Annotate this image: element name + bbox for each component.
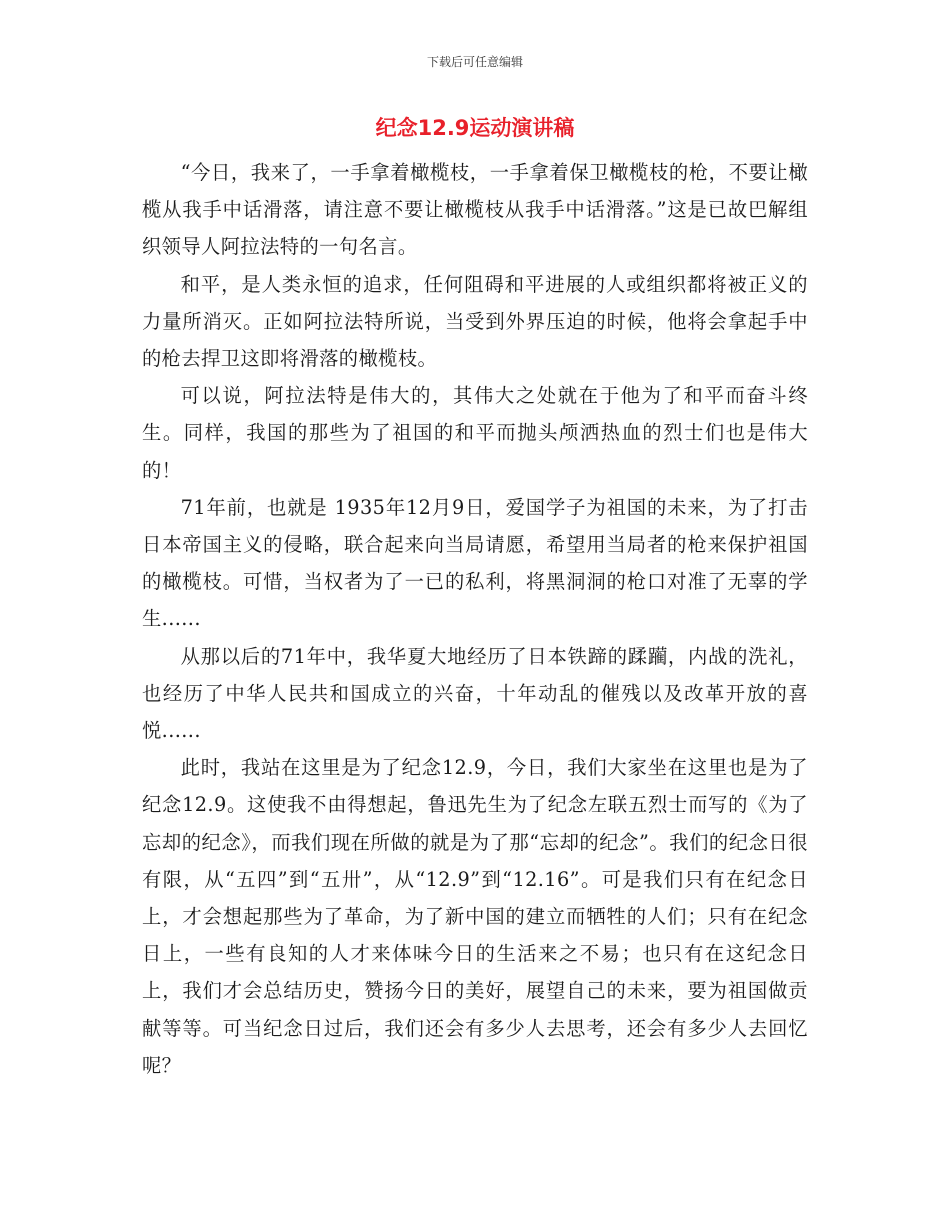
paragraph: 可以说，阿拉法特是伟大的，其伟大之处就在于他为了和平而奋斗终生。同样，我国的那些为了祖国的和平而抛头颅洒热血的烈士们也是伟大的！ xyxy=(142,384,808,482)
document-title: 纪念12.9运动演讲稿 xyxy=(375,116,575,140)
paragraph: “今日，我来了，一手拿着橄榄枝，一手拿着保卫橄榄枝的枪，不要让橄榄从我手中话滑落，请注意不要让橄榄枝从我手中话滑落。”这是已故巴解组织领导人阿拉法特的一句名言。 xyxy=(142,161,808,259)
paragraph: 从那以后的71年中，我华夏大地经历了日本铁蹄的蹂躏，内战的洗礼，也经历了中华人民共和国成立的兴奋，十年动乱的催残以及改革开放的喜悦...... xyxy=(142,644,808,743)
header-note: 下载后可任意编辑 xyxy=(426,55,523,69)
paragraph: 此时，我站在这里是为了纪念12.9，今日，我们大家坐在这里也是为了纪念12.9。这使我不由得想起，鲁迅先生为了纪念左联五烈士而写的《为了忘却的纪念》，而我们现在所做的就是为了那“忘却的纪念”。我们的纪念日很有限，从“五四”到“五卅”，从“12.9”到“12.16”。可是我们只有在纪念日上，才会想起那些为了革命，为了新中国的建立而牺牲的人们；只有在纪念日上，一些有良知的人才来体味今日的生活来之不易；也只有在这纪念日上，我们才会总结历史，赞扬今日的美好，展望自己的未来，要为祖国做贡献等等。可当纪念日过后，我们还会有多少人去思考，还会有多少人去回忆呢？ xyxy=(142,756,808,1077)
document-body xyxy=(142,154,808,1084)
paragraph: 和平，是人类永恒的追求，任何阻碍和平进展的人或组织都将被正义的力量所消灭。正如阿拉法特所说，当受到外界压迫的时候，他将会拿起手中的枪去捍卫这即将滑落的橄榄枝。 xyxy=(142,272,808,371)
paragraph: 71年前，也就是 1935年12月9日，爱国学子为祖国的未来，为了打击日本帝国主义的侵略，联合起来向当局请愿，希望用当局者的枪来保护祖国的橄榄枝。可惜，当权者为了一已的私利，将黑洞洞的枪口对准了无辜的学生...... xyxy=(142,495,808,631)
